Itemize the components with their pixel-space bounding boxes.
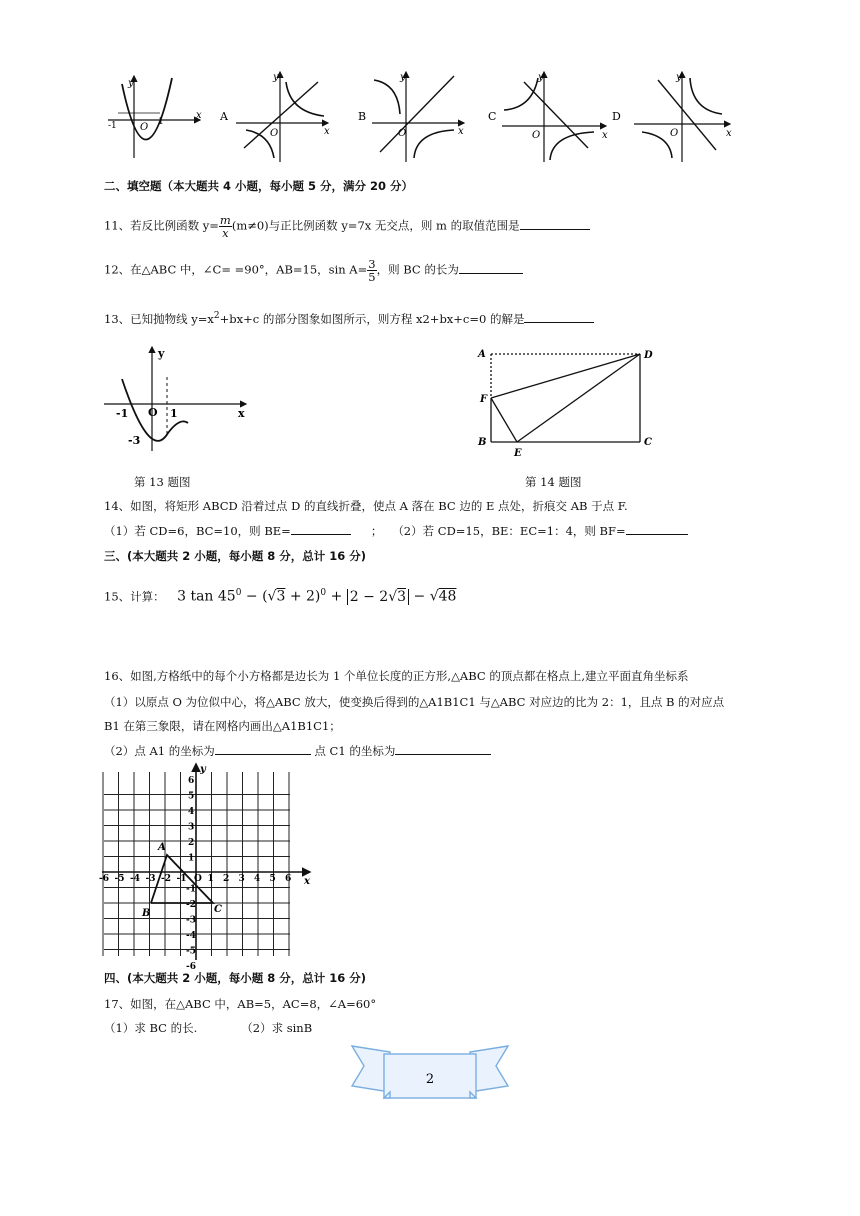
option-b-label: B xyxy=(358,110,367,123)
section-2-title: 二、填空题（本大题共 4 小题，每小题 5 分，满分 20 分） xyxy=(104,179,414,193)
y-tick-label: -4 xyxy=(186,931,196,941)
q13-superscript: 2 xyxy=(213,311,220,321)
question-14-parts xyxy=(104,522,688,539)
q16-c1-label: 点 C1 的坐标为 xyxy=(310,744,396,758)
fig14-label-c: C xyxy=(644,437,652,448)
q12-answer-blank[interactable] xyxy=(459,261,523,274)
graph-option-d xyxy=(612,72,732,162)
q12-frac-den: 5 xyxy=(368,270,376,284)
x-tick-label: 2 xyxy=(223,874,230,884)
q11-frac-num: m xyxy=(219,213,231,227)
q13-prefix: 13、已知抛物线 y=x xyxy=(104,311,214,326)
q12-suffix: ，则 BC 的长为 xyxy=(376,262,459,277)
q15-coef: 3 tan 45 xyxy=(177,588,236,605)
x-tick-label: 3 xyxy=(238,874,245,884)
top-graphs xyxy=(100,68,740,164)
q15-minus: − xyxy=(409,588,430,605)
question-16-line4 xyxy=(104,742,491,759)
q15-sqrt48-value: 48 xyxy=(438,588,457,605)
figure-13 xyxy=(100,343,250,455)
question-12 xyxy=(104,258,523,283)
q15-pow0: 0 xyxy=(320,588,327,598)
fig14-label-b: B xyxy=(478,437,487,448)
q12-fraction xyxy=(367,258,376,283)
q14-part2: （2）若 CD=15，BE：EC=1：4，则 BF= xyxy=(392,524,626,538)
x-tick-label: 5 xyxy=(269,874,276,884)
y-tick-label: 4 xyxy=(188,807,195,817)
x-tick-label: 6 xyxy=(285,874,292,884)
q15-abs-sqrt: 3 xyxy=(397,588,407,605)
b-x-label: x xyxy=(458,126,464,137)
grid-origin: O xyxy=(194,874,202,884)
question-14-stem: 14、如图，将矩形 ABCD 沿着过点 D 的直线折叠，使点 A 落在 BC 边的 E 点处，折痕交 AB 于点 F. xyxy=(104,499,628,513)
fig13-x-label: x xyxy=(238,407,245,420)
x-tick-label: -2 xyxy=(161,874,171,884)
figure-14-caption: 第 14 题图 xyxy=(525,475,582,489)
fig14-label-f: F xyxy=(480,394,488,405)
question-13 xyxy=(104,308,594,327)
q14-part1-blank[interactable] xyxy=(291,522,351,535)
section-3-title: 三、(本大题共 2 小题，每小题 8 分，总计 16 分) xyxy=(104,549,367,563)
y-tick-label: -5 xyxy=(186,946,196,957)
q15-sqrt3-a: √3 xyxy=(267,588,286,605)
q14-separator: ； xyxy=(370,524,383,538)
fig14-label-d: D xyxy=(644,350,653,361)
q12-prefix: 12、在△ABC 中，∠C= =90°，AB=15，sin A= xyxy=(104,262,368,277)
c-x-label: x xyxy=(602,130,608,141)
y-tick-label: 5 xyxy=(188,791,195,802)
x-tick-label: 4 xyxy=(254,874,261,884)
q15-sqrt48: √48 xyxy=(429,588,457,605)
stem-tick-1: 1 xyxy=(158,117,164,127)
fig13-neg3: -3 xyxy=(128,434,141,447)
q17-part2: （2）求 sinB xyxy=(241,1021,313,1035)
y-tick-label: -6 xyxy=(186,962,196,972)
c-y-label: y xyxy=(538,72,544,83)
x-tick-label: -1 xyxy=(176,874,187,884)
stem-tick-neg1: -1 xyxy=(108,121,117,131)
option-d-label: D xyxy=(612,110,621,123)
q14-part2-blank[interactable] xyxy=(626,522,688,535)
q15-plus2: + 2) xyxy=(285,588,321,605)
graph-stem xyxy=(108,76,200,158)
x-tick-label: -5 xyxy=(114,874,125,884)
grid-point-c: C xyxy=(214,904,222,915)
fig13-y-label: y xyxy=(158,347,165,360)
page-number-ribbon xyxy=(350,1042,510,1108)
q13-suffix: +bx+c 的部分图象如图所示，则方程 x2+bx+c=0 的解是 xyxy=(219,311,525,326)
grid-point-b: B xyxy=(142,908,151,919)
x-tick-label: 1 xyxy=(207,874,214,884)
q15-abs-inner: 2 − 2 xyxy=(349,588,389,605)
a-x-label: x xyxy=(324,126,330,137)
grid-x-label: x xyxy=(304,876,310,887)
x-tick-label: -4 xyxy=(130,874,140,884)
grid-y-label: y xyxy=(200,764,206,775)
d-y-label: y xyxy=(676,72,682,83)
y-tick-label: 2 xyxy=(188,838,195,848)
figure-14 xyxy=(474,344,664,460)
q16-a1-blank[interactable] xyxy=(215,742,311,755)
b-y-label: y xyxy=(400,72,406,83)
question-11 xyxy=(104,214,590,239)
x-tick-label: -3 xyxy=(145,874,156,884)
q13-answer-blank[interactable] xyxy=(524,310,594,323)
question-16-line2: （1）以原点 O 为位似中心，将△ABC 放大，使变换后得到的△A1B1C1 与△ABC 对应边的比为 2：1，且点 B 的对应点 xyxy=(104,695,725,709)
q12-frac-num: 3 xyxy=(368,257,376,271)
y-tick-label: -2 xyxy=(186,900,196,910)
question-16-line1: 16、如图,方格纸中的每个小方格都是边长为 1 个单位长度的正方形,△ABC 的顶点都在格点上,建立平面直角坐标系 xyxy=(104,669,689,683)
graph-option-a xyxy=(219,72,330,162)
y-tick-label: -3 xyxy=(186,915,196,926)
fig14-label-e: E xyxy=(514,448,522,459)
q14-part1: （1）若 CD=6，BC=10，则 BE= xyxy=(104,524,291,538)
question-16-line3: B1 在第三象限，请在网格内画出△A1B1C1； xyxy=(104,719,341,733)
section-4-title: 四、(本大题共 2 小题，每小题 8 分，总计 16 分) xyxy=(104,971,367,985)
graph-option-c xyxy=(488,72,608,162)
q11-answer-blank[interactable] xyxy=(520,217,590,230)
q11-fraction xyxy=(219,214,232,239)
fig13-origin: O xyxy=(148,406,158,419)
d-origin: O xyxy=(670,128,679,139)
fig13-one: 1 xyxy=(170,407,178,420)
q15-sqrt3-a-value: 3 xyxy=(276,588,286,605)
y-tick-label: 1 xyxy=(188,853,195,864)
d-x-label: x xyxy=(726,128,732,139)
stem-y-label: y xyxy=(128,78,134,89)
option-c-label: C xyxy=(488,110,497,123)
option-a-label: A xyxy=(220,110,228,123)
question-17-parts xyxy=(104,1020,312,1036)
q11-suffix: (m≠0)与正比例函数 y=7x 无交点，则 m 的取值范围是 xyxy=(231,218,520,233)
b-origin: O xyxy=(398,128,407,139)
fig14-label-a: A xyxy=(478,349,486,360)
y-tick-label: -1 xyxy=(186,884,196,895)
q15-plus-abs: + xyxy=(326,588,347,605)
question-17-stem: 17、如图，在△ABC 中，AB=5，AC=8，∠A=60° xyxy=(104,997,377,1011)
q11-prefix: 11、若反比例函数 y= xyxy=(104,218,219,233)
fig13-neg1: -1 xyxy=(116,407,129,420)
coordinate-grid xyxy=(99,760,315,972)
a-origin: O xyxy=(270,128,279,139)
q16-a1-label: （2）点 A1 的坐标为 xyxy=(104,744,215,758)
q15-degree: 0 xyxy=(235,588,242,598)
y-tick-label: 3 xyxy=(188,822,195,833)
page-number: 2 xyxy=(425,1072,435,1087)
q15-abs: 2 − 2√3 xyxy=(347,589,409,605)
stem-x-label: x xyxy=(196,110,202,121)
figure-13-caption: 第 13 题图 xyxy=(134,475,191,489)
a-y-label: y xyxy=(273,72,279,83)
stem-origin: O xyxy=(140,122,149,133)
q16-c1-blank[interactable] xyxy=(395,742,491,755)
graph-option-b xyxy=(358,72,464,162)
c-origin: O xyxy=(532,130,541,141)
q15-minus-open: − ( xyxy=(241,588,268,605)
y-tick-labels xyxy=(186,776,202,972)
question-15 xyxy=(104,582,456,608)
y-tick-label: 6 xyxy=(188,776,195,786)
q15-label: 15、计算： xyxy=(104,589,165,604)
x-tick-label: -6 xyxy=(99,874,109,884)
q11-frac-den: x xyxy=(222,226,229,240)
grid-point-a: A xyxy=(158,842,166,853)
q17-part1: （1）求 BC 的长. xyxy=(104,1021,198,1035)
